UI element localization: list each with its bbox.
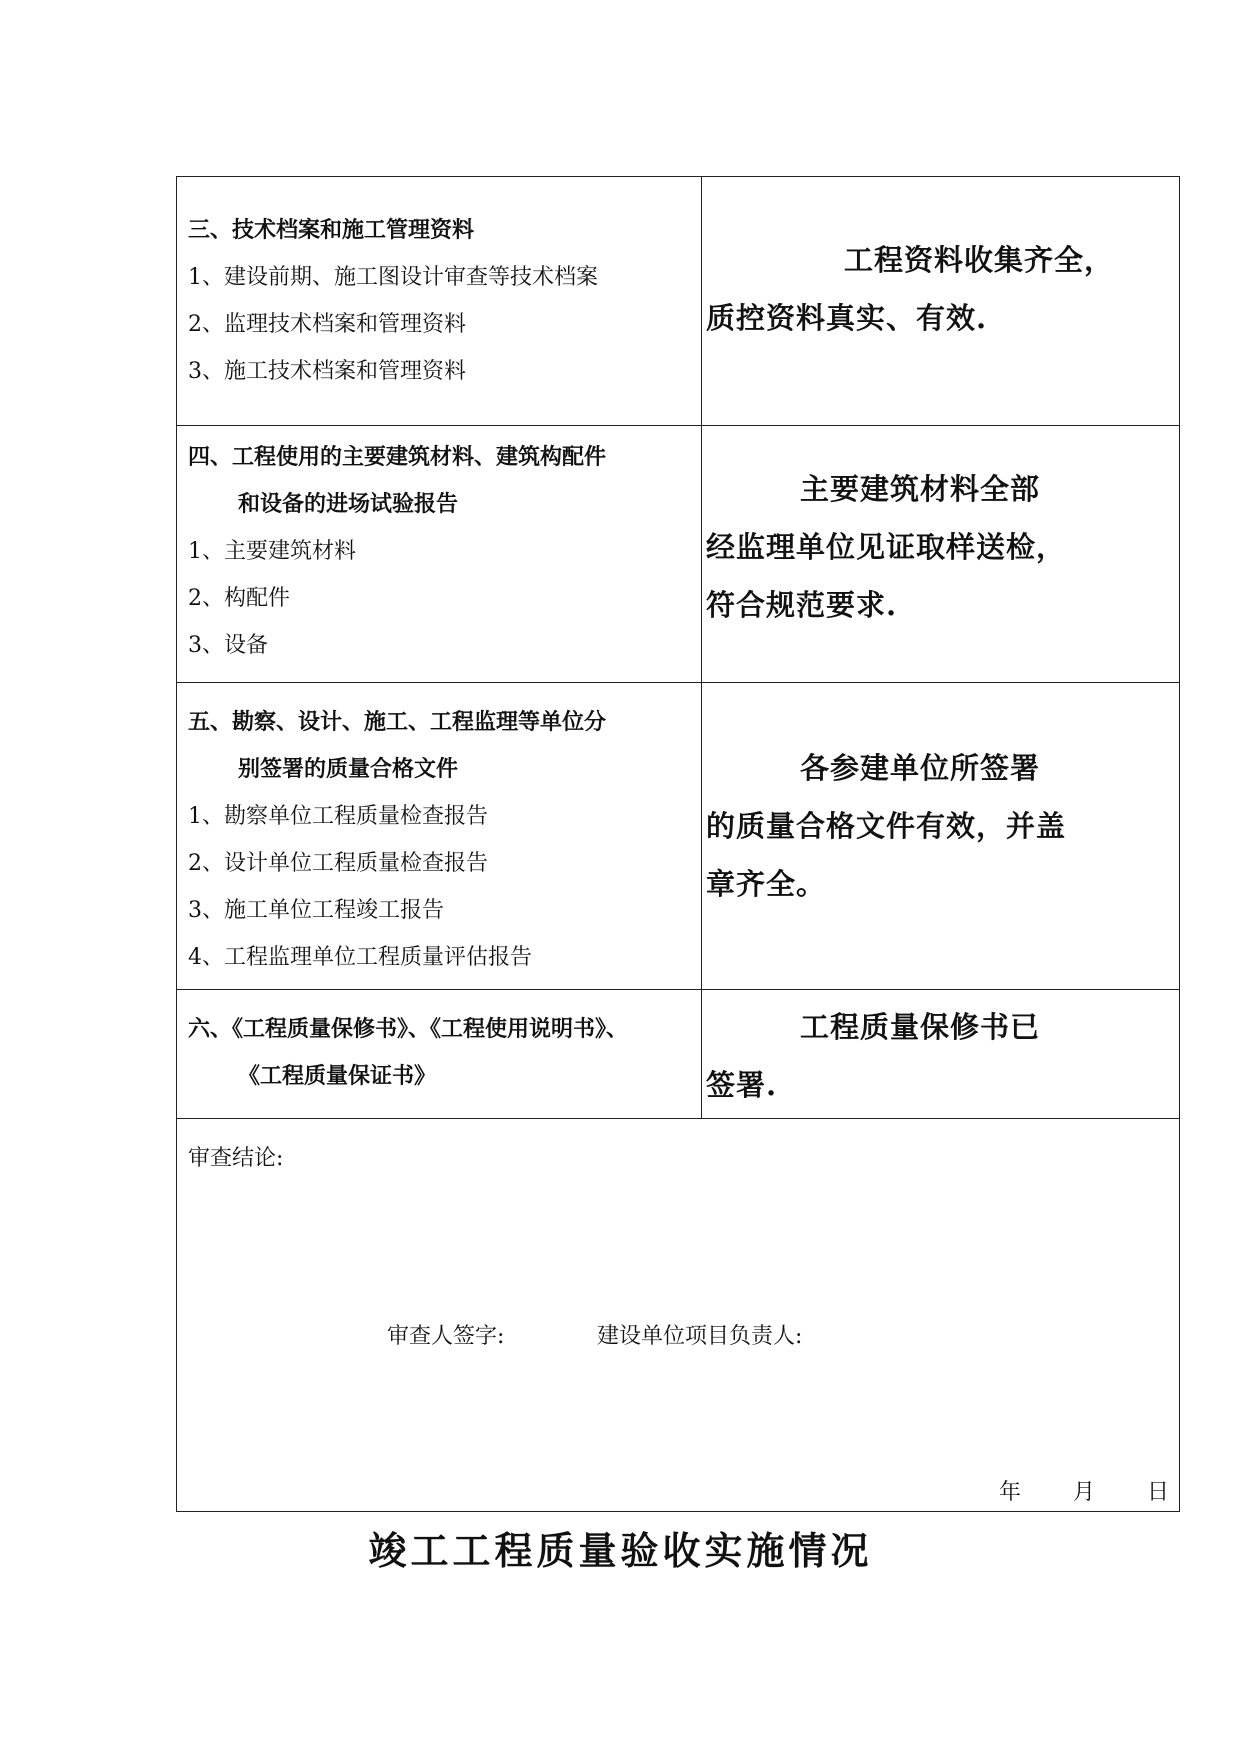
list-item: 3、施工单位工程竣工报告: [188, 898, 444, 923]
list-item: 2、构配件: [188, 586, 290, 611]
table-row: [177, 683, 1180, 990]
verdict-cell: [702, 990, 1180, 1119]
verdict-line: 的质量合格文件有效，并盖: [706, 809, 1067, 843]
verdict-line: 主要建筑材料全部: [800, 472, 1041, 506]
conclusion-block: [177, 1119, 1179, 1511]
list-item: 1、建设前期、施工图设计审查等技术档案: [188, 265, 598, 290]
section-heading-line: 四、工程使用的主要建筑材料、建筑构配件: [188, 444, 607, 470]
list-item: 2、设计单位工程质量检查报告: [188, 851, 488, 876]
reviewer-signature-label: 审查人签字:: [387, 1324, 505, 1349]
section-heading-line: 五、勘察、设计、施工、工程监理等单位分: [188, 709, 607, 735]
verdict-line: 签署.: [706, 1068, 778, 1102]
list-item: 1、主要建筑材料: [188, 539, 356, 564]
list-item: 3、设备: [188, 633, 268, 658]
section-heading: 三、技术档案和施工管理资料: [188, 217, 475, 243]
verdict-line: 质控资料真实、有效.: [706, 301, 988, 335]
review-form: [176, 176, 1169, 1506]
section-heading-line: 六、《工程质量保修书》、《工程使用说明书》、: [188, 1016, 629, 1042]
section-items-cell: [177, 990, 702, 1119]
verdict-cell: [702, 426, 1180, 683]
table-row: [177, 177, 1180, 426]
section-items-cell: [177, 683, 702, 990]
owner-signature-label: 建设单位项目负责人:: [597, 1324, 803, 1349]
verdict-line: 章齐全。: [706, 867, 827, 901]
section-heading: [188, 699, 691, 793]
list-item: 4、工程监理单位工程质量评估报告: [188, 945, 532, 970]
month-label: 月: [1072, 1480, 1095, 1505]
list-item: 3、施工技术档案和管理资料: [188, 359, 466, 384]
table-row: [177, 990, 1180, 1119]
section-items-cell: [177, 426, 702, 683]
section-items-cell: [177, 177, 702, 426]
conclusion-cell: [177, 1119, 1180, 1512]
page-title: 竣工工程质量验收实施情况: [368, 1529, 873, 1573]
verdict-line: 经监理单位见证取样送检，: [706, 530, 1067, 564]
day-label: 日: [1146, 1480, 1169, 1505]
verdict-text: [702, 990, 1169, 1114]
section-heading-line: 《工程质量保证书》: [238, 1063, 437, 1089]
verdict-line: 工程资料收集齐全，: [844, 243, 1115, 277]
verdict-line: 工程质量保修书已: [800, 1010, 1041, 1044]
verdict-cell: [702, 177, 1180, 426]
conclusion-label: 审查结论:: [188, 1146, 284, 1171]
list-item: 1、勘察单位工程质量检查报告: [188, 804, 488, 829]
verdict-text: [702, 426, 1169, 634]
verdict-cell: [702, 683, 1180, 990]
date-line: [999, 1475, 1169, 1506]
verdict-text: [702, 683, 1169, 913]
review-table: [176, 176, 1180, 1512]
section-heading-line: 别签署的质量合格文件: [238, 756, 459, 782]
verdict-text: [706, 177, 1169, 347]
verdict-line: 符合规范要求.: [706, 588, 898, 622]
verdict-line: 各参建单位所签署: [800, 751, 1041, 785]
table-row: [177, 426, 1180, 683]
section-heading: [188, 1006, 691, 1100]
list-item: 2、监理技术档案和管理资料: [188, 312, 466, 337]
year-label: 年: [998, 1480, 1021, 1505]
section-heading-line: 和设备的进场试验报告: [238, 491, 459, 517]
table-row: [177, 1119, 1180, 1512]
section-heading: [188, 434, 691, 528]
